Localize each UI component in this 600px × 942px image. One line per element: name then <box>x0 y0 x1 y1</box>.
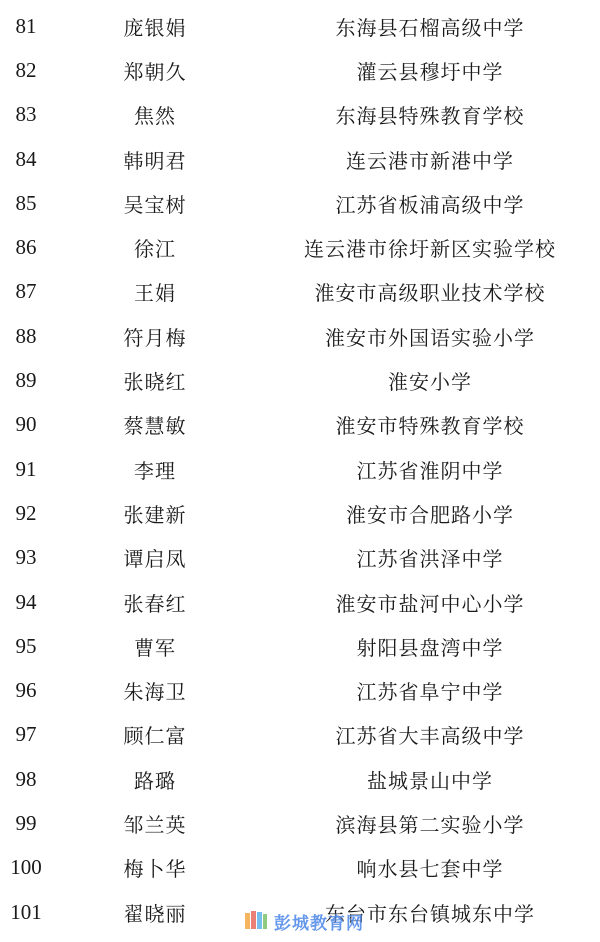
row-number: 81 <box>15 13 37 38</box>
row-number: 91 <box>15 456 37 481</box>
person-name: 王娟 <box>134 281 176 306</box>
table-row <box>0 270 600 314</box>
row-number: 89 <box>15 368 37 393</box>
name-list-table <box>0 4 600 934</box>
school-name: 淮安市盐河中心小学 <box>335 591 525 616</box>
row-number: 98 <box>15 766 37 791</box>
school-name: 滨海县第二实验小学 <box>335 812 525 837</box>
person-name: 张晓红 <box>123 370 187 395</box>
table-row <box>0 137 600 181</box>
school-name: 淮安市外国语实验小学 <box>325 325 535 350</box>
table-row <box>0 48 600 92</box>
row-number: 96 <box>15 678 37 703</box>
school-name: 江苏省阜宁中学 <box>356 680 504 705</box>
watermark <box>242 906 364 936</box>
row-number: 92 <box>15 500 37 525</box>
person-name: 庞银娟 <box>123 15 187 40</box>
school-name: 射阳县盘湾中学 <box>356 635 504 660</box>
watermark-text: 彭城教育网 <box>274 913 364 934</box>
row-number: 87 <box>15 279 37 304</box>
person-name: 朱海卫 <box>123 680 187 705</box>
table-row <box>0 536 600 580</box>
person-name: 曹军 <box>134 635 176 660</box>
person-name: 顾仁富 <box>123 724 187 749</box>
table-row <box>0 713 600 757</box>
table-row <box>0 447 600 491</box>
person-name: 路璐 <box>134 768 176 793</box>
person-name: 徐江 <box>134 237 176 262</box>
person-name: 吴宝树 <box>123 192 187 217</box>
person-name: 梅卜华 <box>123 857 187 882</box>
row-number: 88 <box>15 323 37 348</box>
person-name: 符月梅 <box>123 325 187 350</box>
school-name: 东台市东台镇城东中学 <box>325 901 535 926</box>
row-number: 90 <box>15 412 37 437</box>
school-name: 江苏省洪泽中学 <box>356 547 504 572</box>
person-name: 李理 <box>134 458 176 483</box>
row-number: 93 <box>15 545 37 570</box>
table-row <box>0 757 600 801</box>
row-number: 94 <box>15 589 37 614</box>
row-number: 95 <box>15 633 37 658</box>
table-row <box>0 358 600 402</box>
row-number: 101 <box>10 899 42 924</box>
school-name: 淮安市高级职业技术学校 <box>314 281 546 306</box>
row-number: 100 <box>10 855 42 880</box>
table-row <box>0 624 600 668</box>
school-name: 连云港市徐圩新区实验学校 <box>304 237 556 262</box>
school-name: 灌云县穆圩中学 <box>356 59 504 84</box>
person-name: 翟晓丽 <box>123 901 187 926</box>
person-name: 蔡慧敏 <box>123 414 187 439</box>
school-name: 江苏省淮阴中学 <box>356 458 504 483</box>
row-number: 85 <box>15 190 37 215</box>
school-name: 淮安小学 <box>388 370 472 395</box>
row-number: 99 <box>15 810 37 835</box>
person-name: 郑朝久 <box>123 59 187 84</box>
person-name: 邹兰英 <box>123 812 187 837</box>
table-row <box>0 580 600 624</box>
table-row <box>0 846 600 890</box>
person-name: 张建新 <box>123 502 187 527</box>
row-number: 82 <box>15 57 37 82</box>
table-row <box>0 403 600 447</box>
person-name: 韩明君 <box>123 148 187 173</box>
table-row <box>0 225 600 269</box>
person-name: 焦然 <box>134 104 176 129</box>
school-name: 江苏省大丰高级中学 <box>335 724 525 749</box>
table-row <box>0 491 600 535</box>
school-name: 响水县七套中学 <box>356 857 504 882</box>
row-number: 97 <box>15 722 37 747</box>
school-name: 盐城景山中学 <box>367 768 493 793</box>
table-row <box>0 93 600 137</box>
row-number: 86 <box>15 235 37 260</box>
row-number: 84 <box>15 146 37 171</box>
book-logo-icon <box>242 909 270 933</box>
school-name: 连云港市新港中学 <box>346 148 514 173</box>
table-row <box>0 801 600 845</box>
person-name: 谭启凤 <box>123 547 187 572</box>
school-name: 东海县特殊教育学校 <box>335 104 525 129</box>
table-row <box>0 4 600 48</box>
school-name: 东海县石榴高级中学 <box>335 15 525 40</box>
table-row <box>0 181 600 225</box>
person-name: 张春红 <box>123 591 187 616</box>
row-number: 83 <box>15 102 37 127</box>
table-row <box>0 668 600 712</box>
school-name: 淮安市合肥路小学 <box>346 502 514 527</box>
table-row <box>0 314 600 358</box>
school-name: 淮安市特殊教育学校 <box>335 414 525 439</box>
school-name: 江苏省板浦高级中学 <box>335 192 525 217</box>
